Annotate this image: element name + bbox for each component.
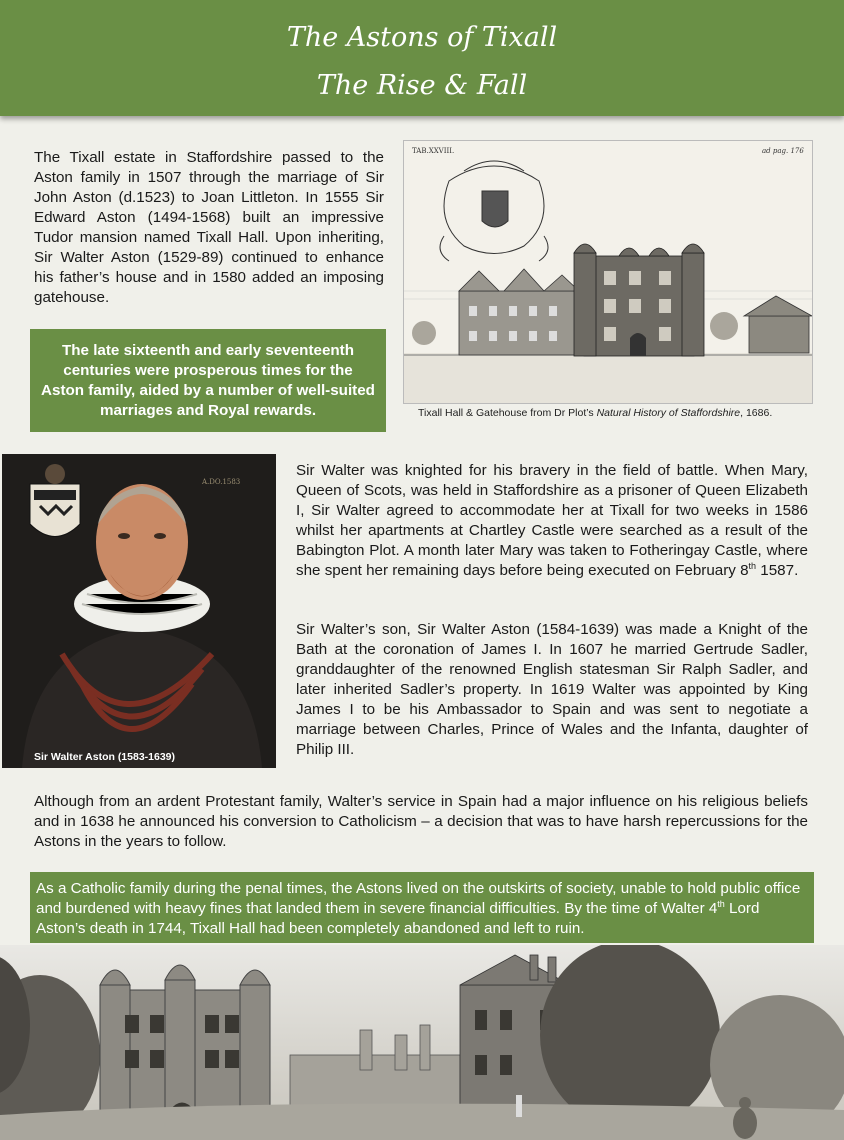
engraving-caption bbox=[418, 407, 772, 419]
prosperous-callout-text: The late sixteenth and early seventeenth centuries were prosperous times for the Aston family, aided by a number of well-suited marriages and Royal rewards. bbox=[41, 341, 375, 419]
title-line-2: The Rise & Fall bbox=[316, 70, 528, 101]
portrait-caption: Sir Walter Aston (1583-1639) bbox=[34, 751, 176, 763]
knighted-paragraph bbox=[296, 461, 808, 581]
tixall-hall-engraving bbox=[403, 140, 813, 404]
knighted-sup: th bbox=[748, 560, 757, 571]
penal-text-end: Lord Aston’s death in 1744, Tixall Hall had been completely abandoned and left to ruin. bbox=[36, 900, 760, 937]
prosperous-callout bbox=[30, 329, 386, 432]
engraving-caption-suffix: , 1686. bbox=[740, 407, 773, 419]
page-ref: ad pag. 176 bbox=[762, 147, 804, 155]
penal-text: As a Catholic family during the penal times, the Astons lived on the outskirts of society, unable to hold public office and burdened with heavy fines that landed them in severe financial difficulties. By the time of Walter 4 bbox=[36, 880, 801, 917]
sir-walter-portrait bbox=[2, 454, 276, 768]
title-banner bbox=[0, 0, 844, 116]
plate-label: TAB.XXVIII. bbox=[412, 147, 455, 155]
penal-times-callout bbox=[30, 872, 814, 943]
tixall-ruin-engraving bbox=[0, 945, 844, 1140]
svg-text:A.DO.1583: A.DO.1583 bbox=[202, 478, 241, 486]
title-line-1: The Astons of Tixall bbox=[286, 22, 558, 53]
catholic-paragraph: Although from an ardent Protestant family, Walter’s service in Spain had a major influence on his religious beliefs and in 1638 he announced his conversion to Catholicism – a decision that was to have harsh repercussions for the Astons in the years to follow. bbox=[34, 793, 808, 850]
son-paragraph: Sir Walter’s son, Sir Walter Aston (1584-1639) was made a Knight of the Bath at the coronation of James I. In 1607 he married Gertrude Sadler, granddaughter of the renowned English statesman Sir Ralph Sadler, and later inherited Sadler’s property. In 1619 Walter was appointed by King James I to be his Ambassador to Spain and was sent to negotiate a marriage between Charles, Prince of Wales and the Infanta, daughter of Philip III. bbox=[296, 621, 808, 758]
engraving-illustration bbox=[404, 141, 812, 403]
ruin-illustration bbox=[0, 945, 844, 1140]
penal-sup: th bbox=[717, 898, 725, 909]
engraving-caption-prefix: Tixall Hall & Gatehouse from Dr Plot’s bbox=[418, 407, 597, 419]
intro-paragraph: The Tixall estate in Staffordshire passed to the Aston family in 1507 through the marriage of Sir John Aston (d.1523) to Joan Littleton. In 1555 Sir Edward Aston (1494-1568) built an impressive Tudor mansion named Tixall Hall. Upon inheriting, Sir Walter Aston (1529-89) continued to enhance his father’s house and in 1580 added an imposing gatehouse. bbox=[34, 149, 384, 306]
portrait-illustration bbox=[2, 454, 276, 768]
engraving-caption-title: Natural History of Staffordshire bbox=[596, 407, 741, 419]
knighted-text: Sir Walter was knighted for his bravery in the field of battle. When Mary, Queen of Scots, was held in Staffordshire as a prisoner of Queen Elizabeth I, Sir Walter agreed to accommodate her at Tixall for two weeks in 1586 whilst her apartments at Chartley Castle were searched as a result of the Babington Plot. A month later Mary was taken to Fotheringay Castle, where she spent her remaining days before being executed on February 8 bbox=[296, 462, 808, 579]
knighted-text-end: 1587. bbox=[756, 562, 799, 579]
